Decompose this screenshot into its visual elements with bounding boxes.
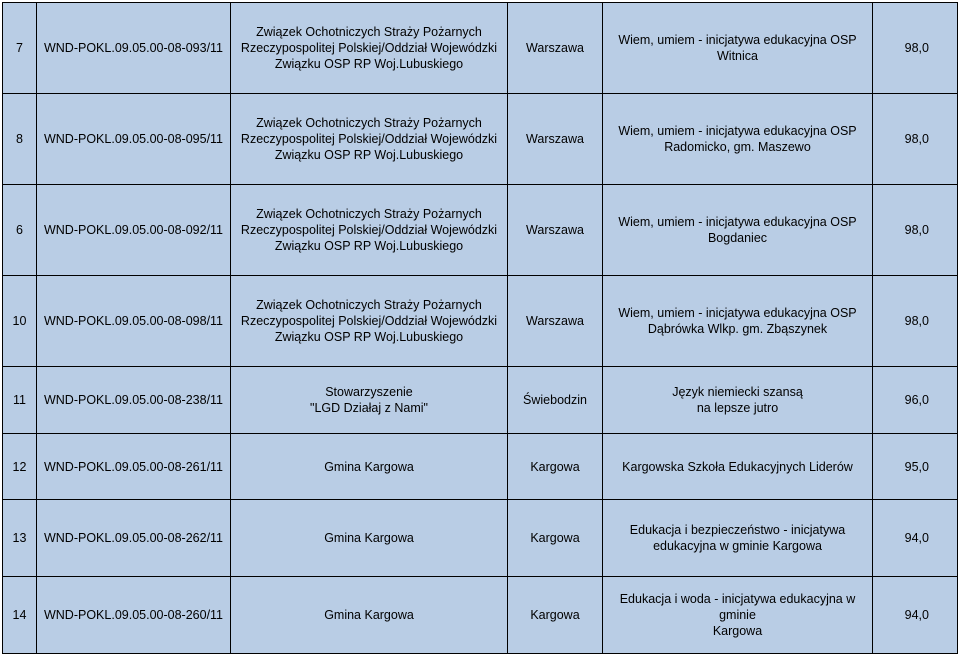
project-title: Edukacja i bezpieczeństwo - inicjatywa edukacyjna w gminie Kargowa: [603, 500, 873, 577]
application-code: WND-POKL.09.05.00-08-260/11: [37, 577, 231, 654]
project-title: Wiem, umiem - inicjatywa edukacyjna OSP Dąbrówka Wlkp. gm. Zbąszynek: [603, 276, 873, 367]
application-code: WND-POKL.09.05.00-08-092/11: [37, 185, 231, 276]
row-number: 13: [3, 500, 37, 577]
project-title: Wiem, umiem - inicjatywa edukacyjna OSP Radomicko, gm. Maszewo: [603, 94, 873, 185]
applicant-name: Stowarzyszenie "LGD Działaj z Nami": [231, 367, 508, 434]
project-score: 98,0: [873, 3, 958, 94]
project-score: 98,0: [873, 185, 958, 276]
project-score: 94,0: [873, 500, 958, 577]
application-code: WND-POKL.09.05.00-08-262/11: [37, 500, 231, 577]
project-score: 96,0: [873, 367, 958, 434]
applicant-city: Warszawa: [508, 3, 603, 94]
row-number: 12: [3, 434, 37, 500]
applicant-city: Warszawa: [508, 276, 603, 367]
applicant-city: Warszawa: [508, 185, 603, 276]
projects-table: [2, 2, 958, 654]
application-code: WND-POKL.09.05.00-08-095/11: [37, 94, 231, 185]
project-title: Edukacja i woda - inicjatywa edukacyjna w gminie Kargowa: [603, 577, 873, 654]
applicant-city: Warszawa: [508, 94, 603, 185]
applicant-name: Gmina Kargowa: [231, 434, 508, 500]
table-row: [3, 367, 958, 434]
application-code: WND-POKL.09.05.00-08-098/11: [37, 276, 231, 367]
table-row: [3, 3, 958, 94]
table-row: [3, 276, 958, 367]
project-score: 98,0: [873, 276, 958, 367]
applicant-name: Związek Ochotniczych Straży Pożarnych Rzeczypospolitej Polskiej/Oddział Wojewódzki Związku OSP RP Woj.Lubuskiego: [231, 276, 508, 367]
applicant-city: Świebodzin: [508, 367, 603, 434]
table-row: [3, 434, 958, 500]
row-number: 14: [3, 577, 37, 654]
applicant-name: Związek Ochotniczych Straży Pożarnych Rzeczypospolitej Polskiej/Oddział Wojewódzki Związku OSP RP Woj.Lubuskiego: [231, 94, 508, 185]
project-score: 95,0: [873, 434, 958, 500]
applicant-name: Gmina Kargowa: [231, 577, 508, 654]
project-title: Język niemiecki szansą na lepsze jutro: [603, 367, 873, 434]
row-number: 8: [3, 94, 37, 185]
row-number: 7: [3, 3, 37, 94]
applicant-name: Związek Ochotniczych Straży Pożarnych Rzeczypospolitej Polskiej/Oddział Wojewódzki Związku OSP RP Woj.Lubuskiego: [231, 185, 508, 276]
table-row: [3, 185, 958, 276]
applicant-city: Kargowa: [508, 434, 603, 500]
row-number: 10: [3, 276, 37, 367]
project-score: 94,0: [873, 577, 958, 654]
application-code: WND-POKL.09.05.00-08-261/11: [37, 434, 231, 500]
applicant-city: Kargowa: [508, 577, 603, 654]
row-number: 11: [3, 367, 37, 434]
project-score: 98,0: [873, 94, 958, 185]
project-title: Wiem, umiem - inicjatywa edukacyjna OSP Bogdaniec: [603, 185, 873, 276]
table-row: [3, 500, 958, 577]
project-title: Kargowska Szkoła Edukacyjnych Liderów: [603, 434, 873, 500]
applicant-name: Związek Ochotniczych Straży Pożarnych Rzeczypospolitej Polskiej/Oddział Wojewódzki Związku OSP RP Woj.Lubuskiego: [231, 3, 508, 94]
project-title: Wiem, umiem - inicjatywa edukacyjna OSP Witnica: [603, 3, 873, 94]
row-number: 6: [3, 185, 37, 276]
table-row: [3, 94, 958, 185]
application-code: WND-POKL.09.05.00-08-238/11: [37, 367, 231, 434]
applicant-name: Gmina Kargowa: [231, 500, 508, 577]
table-row: [3, 577, 958, 654]
applicant-city: Kargowa: [508, 500, 603, 577]
application-code: WND-POKL.09.05.00-08-093/11: [37, 3, 231, 94]
